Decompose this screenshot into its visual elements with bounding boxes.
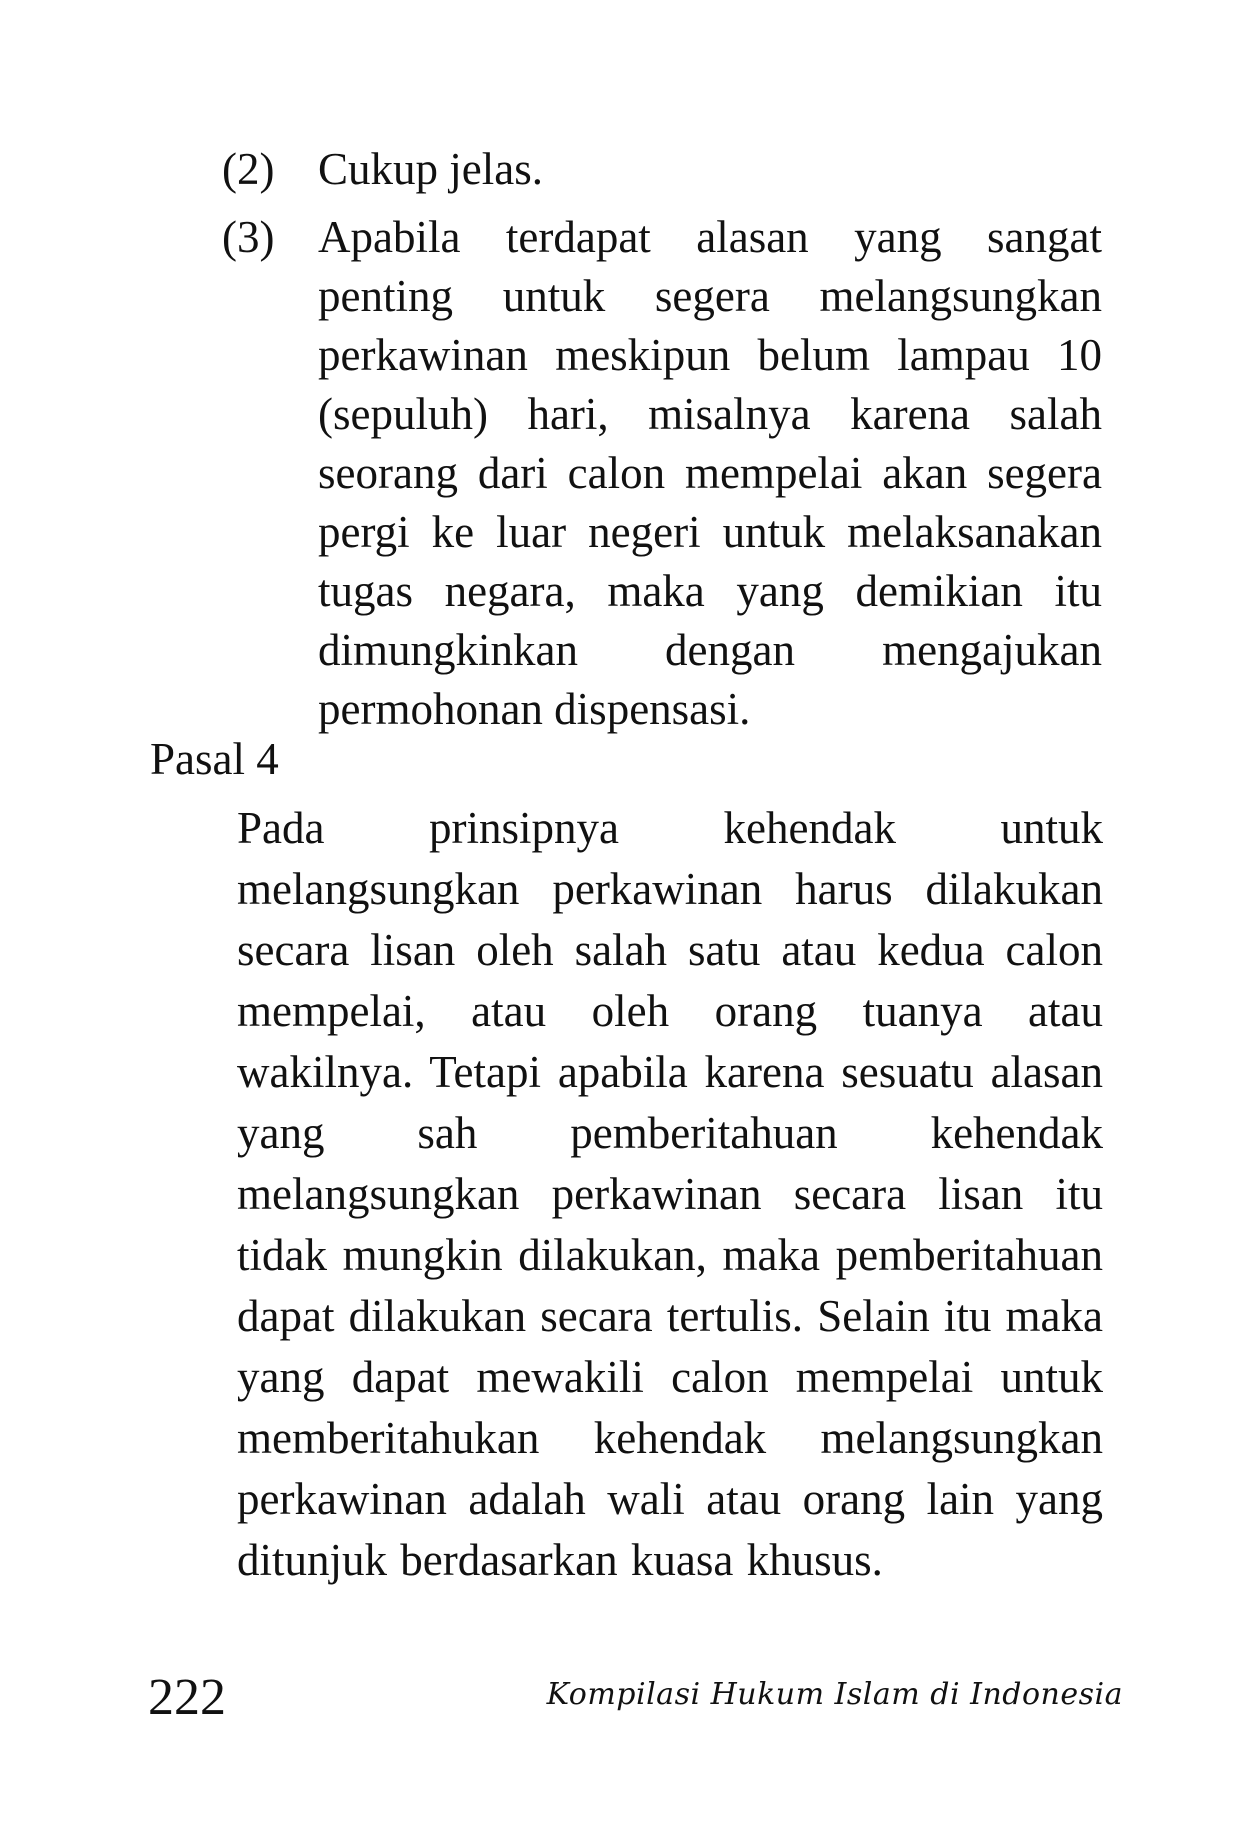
list-item-2	[222, 140, 1102, 200]
section-paragraph: Pada prinsipnya kehendak untuk melangsungkan perkawinan harus dilakukan secara lisan oleh salah satu atau kedua calon mempelai, atau oleh orang tuanya atau wakilnya. Tetapi apabila karena sesuatu alasan yang sah pemberitahuan kehendak melangsungkan perkawinan secara lisan itu tidak mungkin dilakukan, maka pemberitahuan dapat dilakukan secara tertulis. Selain itu maka yang dapat mewakili calon mempelai untuk memberitahukan kehendak melangsungkan perkawinan adalah wali atau orang lain yang ditunjuk berdasarkan kuasa khusus.	[237, 803, 1103, 1585]
item-number: (2)	[222, 144, 275, 194]
running-title: Kompilasi Hukum Islam di Indonesia	[546, 1677, 1123, 1712]
item-text: Apabila terdapat alasan yang sangat penting untuk segera melangsungkan perkawinan meskipun belum lampau 10 (sepuluh) hari, misalnya karena salah seorang dari calon mempelai akan segera pergi ke luar negeri untuk melaksanakan tugas negara, maka yang demikian itu dimungkinkan dengan mengajukan permohonan dispensasi.	[318, 212, 1102, 734]
item-text: Cukup jelas.	[318, 144, 543, 194]
item-number: (3)	[222, 212, 275, 262]
page-number: 222	[148, 1669, 226, 1726]
list-item-3	[222, 208, 1102, 734]
section-heading: Pasal 4	[150, 734, 279, 784]
